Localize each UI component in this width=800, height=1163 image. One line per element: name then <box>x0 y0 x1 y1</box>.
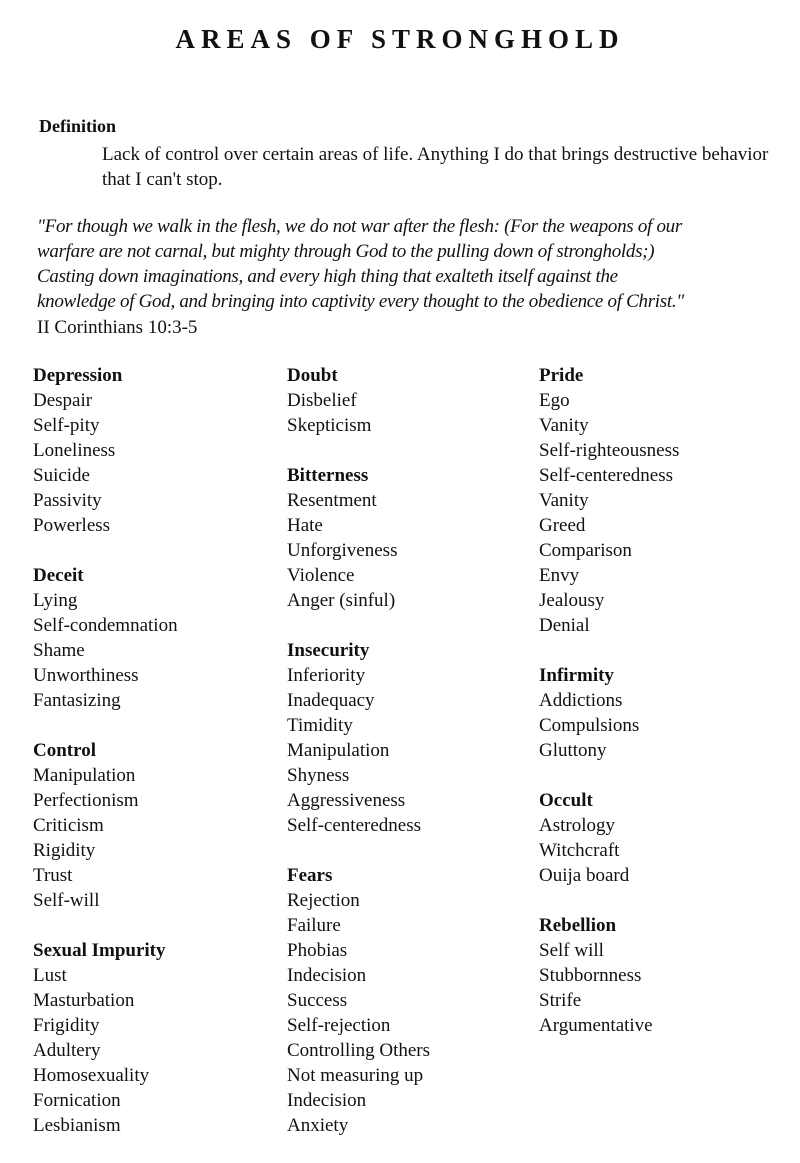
stronghold-heading: Bitterness <box>287 465 369 486</box>
stronghold-item: Self-rejection <box>287 1015 391 1036</box>
stronghold-item: Unworthiness <box>33 665 139 686</box>
stronghold-item: Rigidity <box>33 840 96 861</box>
stronghold-item: Comparison <box>539 540 632 561</box>
stronghold-item: Frigidity <box>33 1015 100 1036</box>
stronghold-item: Failure <box>287 915 341 936</box>
stronghold-column-2 <box>287 363 527 1163</box>
stronghold-item: Manipulation <box>33 765 136 786</box>
stronghold-item: Addictions <box>539 690 623 711</box>
stronghold-heading: Sexual Impurity <box>33 940 166 961</box>
page-title: AREAS OF STRONGHOLD <box>175 24 625 54</box>
stronghold-item: Self will <box>539 940 604 961</box>
definition-text: Lack of control over certain areas of life. Anything I do that brings destructive behavior that I can't stop. <box>102 144 769 190</box>
stronghold-item: Lesbianism <box>33 1115 121 1136</box>
stronghold-item: Perfectionism <box>33 790 139 811</box>
stronghold-item: Homosexuality <box>33 1065 150 1086</box>
stronghold-heading: Doubt <box>287 365 338 386</box>
stronghold-item: Self-pity <box>33 415 100 436</box>
stronghold-item: Ego <box>539 390 570 411</box>
stronghold-item: Self-condemnation <box>33 615 178 636</box>
stronghold-heading: Depression <box>33 365 123 386</box>
stronghold-heading: Pride <box>539 365 584 386</box>
stronghold-item: Disbelief <box>287 390 357 411</box>
stronghold-item: Jealousy <box>539 590 605 611</box>
stronghold-item: Lust <box>33 965 67 986</box>
stronghold-item: Strife <box>539 990 582 1011</box>
stronghold-group <box>33 563 273 713</box>
stronghold-item: Anger (sinful) <box>287 590 396 611</box>
scripture-reference: II Corinthians 10:3-5 <box>37 317 198 338</box>
stronghold-item: Skepticism <box>287 415 372 436</box>
stronghold-item: Denial <box>539 615 590 636</box>
stronghold-item: Success <box>287 990 348 1011</box>
stronghold-item: Greed <box>539 515 586 536</box>
stronghold-item: Witchcraft <box>539 840 620 861</box>
stronghold-item: Resentment <box>287 490 377 511</box>
scripture-quote <box>37 214 795 314</box>
stronghold-item: Ouija board <box>539 865 630 886</box>
stronghold-item: Hate <box>287 515 323 536</box>
stronghold-item: Suicide <box>33 465 90 486</box>
scripture-line: knowledge of God, and bringing into captivity every thought to the obedience of Christ." <box>37 291 684 312</box>
stronghold-item: Controlling Others <box>287 1040 431 1061</box>
stronghold-group <box>287 638 527 838</box>
stronghold-group <box>539 913 779 1038</box>
stronghold-group <box>33 738 273 913</box>
stronghold-heading: Fears <box>287 865 333 886</box>
stronghold-item: Despair <box>33 390 93 411</box>
stronghold-item: Self-centeredness <box>287 815 421 836</box>
stronghold-item: Argumentative <box>539 1015 653 1036</box>
stronghold-item: Aggressiveness <box>287 790 406 811</box>
stronghold-item: Inferiority <box>287 665 366 686</box>
stronghold-heading: Rebellion <box>539 915 617 936</box>
stronghold-item: Astrology <box>539 815 615 836</box>
stronghold-item: Adultery <box>33 1040 101 1061</box>
stronghold-column-3 <box>539 363 779 1063</box>
stronghold-item: Anxiety <box>287 1115 349 1136</box>
stronghold-group <box>33 363 273 538</box>
stronghold-group <box>539 788 779 888</box>
stronghold-item: Rejection <box>287 890 360 911</box>
stronghold-item: Indecision <box>287 965 367 986</box>
stronghold-item: Shyness <box>287 765 350 786</box>
stronghold-item: Unforgiveness <box>287 540 398 561</box>
stronghold-group <box>539 663 779 763</box>
stronghold-item: Lying <box>33 590 78 611</box>
definition-heading: Definition <box>39 116 117 136</box>
stronghold-item: Self-centeredness <box>539 465 673 486</box>
stronghold-item: Timidity <box>287 715 353 736</box>
stronghold-group <box>33 938 273 1138</box>
stronghold-item: Self-righteousness <box>539 440 680 461</box>
stronghold-group <box>539 363 779 638</box>
stronghold-item: Masturbation <box>33 990 135 1011</box>
scripture-line: Casting down imaginations, and every high thing that exalteth itself against the <box>37 266 618 287</box>
stronghold-heading: Control <box>33 740 96 761</box>
stronghold-item: Compulsions <box>539 715 640 736</box>
stronghold-item: Vanity <box>539 415 589 436</box>
stronghold-item: Self-will <box>33 890 100 911</box>
stronghold-item: Powerless <box>33 515 111 536</box>
stronghold-item: Passivity <box>33 490 102 511</box>
stronghold-item: Trust <box>33 865 73 886</box>
stronghold-item: Criticism <box>33 815 104 836</box>
stronghold-item: Inadequacy <box>287 690 375 711</box>
stronghold-item: Envy <box>539 565 580 586</box>
stronghold-group <box>287 863 527 1138</box>
stronghold-item: Shame <box>33 640 85 661</box>
scripture-line: "For though we walk in the flesh, we do not war after the flesh: (For the weapons of our <box>37 216 682 237</box>
stronghold-item: Vanity <box>539 490 589 511</box>
stronghold-item: Fantasizing <box>33 690 121 711</box>
stronghold-group <box>287 463 527 613</box>
stronghold-column-1 <box>33 363 273 1163</box>
stronghold-group <box>287 363 527 438</box>
stronghold-item: Gluttony <box>539 740 607 761</box>
stronghold-item: Not measuring up <box>287 1065 424 1086</box>
stronghold-heading: Occult <box>539 790 593 811</box>
stronghold-item: Loneliness <box>33 440 116 461</box>
stronghold-item: Violence <box>287 565 355 586</box>
stronghold-heading: Infirmity <box>539 665 614 686</box>
stronghold-item: Manipulation <box>287 740 390 761</box>
stronghold-item: Indecision <box>287 1090 367 1111</box>
stronghold-heading: Deceit <box>33 565 84 586</box>
stronghold-heading: Insecurity <box>287 640 370 661</box>
stronghold-item: Stubbornness <box>539 965 642 986</box>
scripture-line: warfare are not carnal, but mighty through God to the pulling down of strongholds;) <box>37 241 655 262</box>
stronghold-item: Phobias <box>287 940 348 961</box>
stronghold-item: Fornication <box>33 1090 121 1111</box>
